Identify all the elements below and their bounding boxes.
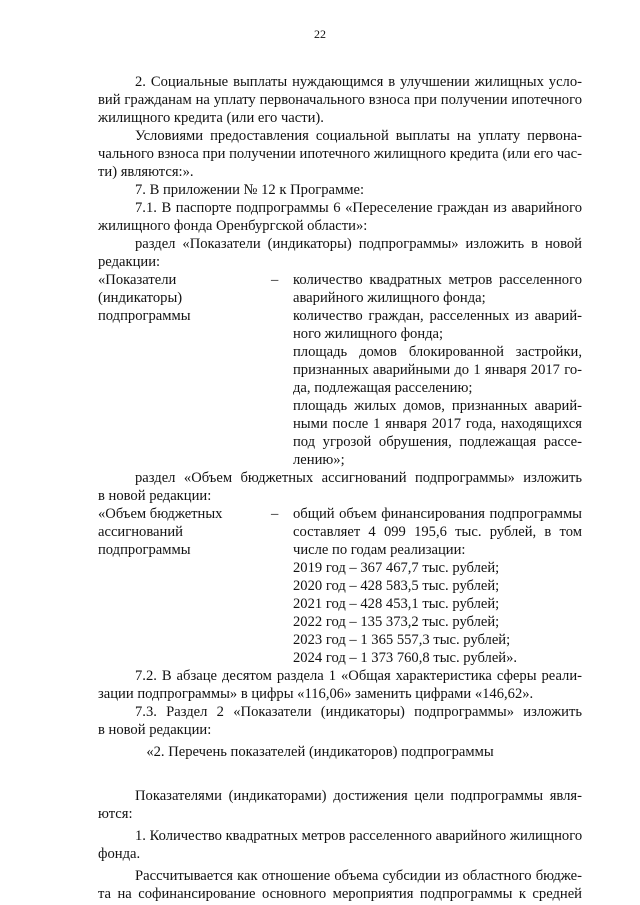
indicator-value: 2022 год – 135 373,2 тыс. рублей;: [293, 614, 500, 630]
text-line: раздел «Объем бюджетных ассигнований подпрограммы» изложить: [135, 470, 582, 486]
text-line: редакции:: [98, 254, 161, 270]
indicator-value: 2020 год – 428 583,5 тыс. рублей;: [293, 578, 500, 594]
text-line: Показателями (индикаторами) достижения цели подпрограммы явля-: [135, 788, 582, 804]
text-line: жилищного кредита (или его части).: [98, 110, 324, 126]
text-line: жилищного фонда Оренбургской области»:: [98, 218, 368, 234]
text-line: 7. В приложении № 12 к Программе:: [135, 182, 365, 198]
indicator-label: «Объем бюджетных: [98, 506, 223, 522]
indicator-value: 2021 год – 428 453,1 тыс. рублей;: [293, 596, 500, 612]
indicator-label: (индикаторы): [98, 290, 183, 306]
section-heading: «2. Перечень показателей (индикаторов) подпрограммы: [146, 744, 494, 760]
indicator-label: ассигнований: [98, 524, 183, 540]
indicator-value: 2023 год – 1 365 557,3 тыс. рублей;: [293, 632, 511, 648]
indicator-value: 2019 год – 367 467,7 тыс. рублей;: [293, 560, 500, 576]
text-line: вий гражданам на уплату первоначального взноса при получении ипотечного: [98, 92, 582, 108]
text-line: зации подпрограммы» в цифры «116,06» заменить цифрами «146,62».: [98, 686, 534, 702]
text-line: 2. Социальные выплаты нуждающимся в улучшении жилищных усло-: [135, 74, 582, 90]
text-line: 1. Количество квадратных метров расселенного аварийного жилищного: [135, 828, 583, 844]
dash-separator: –: [271, 506, 279, 522]
text-line: в новой редакции:: [98, 488, 212, 504]
indicator-value: числе по годам реализации:: [293, 542, 466, 558]
indicator-value: составляет 4 099 195,6 тыс. рублей, в том: [293, 524, 582, 540]
page-number: 22: [314, 27, 326, 41]
text-line: та на софинансирование основного мероприятия подпрограммы к средней: [98, 886, 582, 902]
indicator-value: аварийного жилищного фонда;: [293, 290, 486, 306]
indicator-value: ными после 1 января 2017 года, находящихся: [293, 416, 582, 432]
indicator-label: подпрограммы: [98, 308, 191, 324]
text-line: 7.2. В абзаце десятом раздела 1 «Общая характеристика сферы реали-: [135, 668, 582, 684]
text-line: чального взноса при получении ипотечного жилищного кредита (или его час-: [98, 146, 582, 162]
text-line: ются:: [98, 806, 133, 822]
indicator-value: да, подлежащая расселению;: [293, 380, 473, 396]
indicator-value: площадь домов блокированной застройки,: [293, 344, 582, 360]
indicator-label: подпрограммы: [98, 542, 191, 558]
dash-separator: –: [271, 272, 279, 288]
indicator-value: общий объем финансирования подпрограммы: [293, 506, 582, 522]
indicator-value: количество квадратных метров расселенного: [293, 272, 582, 288]
text-line: 7.1. В паспорте подпрограммы 6 «Переселение граждан из аварийного: [135, 200, 582, 216]
text-line: Условиями предоставления социальной выплаты на уплату первона-: [135, 128, 582, 144]
text-line: ти) являются:».: [98, 164, 194, 180]
indicator-value: ного жилищного фонда;: [293, 326, 444, 342]
text-line: фонда.: [98, 846, 141, 862]
text-line: в новой редакции:: [98, 722, 212, 738]
indicator-label: «Показатели: [98, 272, 177, 288]
text-line: 7.3. Раздел 2 «Показатели (индикаторы) подпрограммы» изложить: [135, 704, 582, 720]
indicator-value: признанных аварийными до 1 января 2017 го-: [293, 362, 582, 378]
text-line: раздел «Показатели (индикаторы) подпрограммы» изложить в новой: [135, 236, 582, 252]
indicator-value: под угрозой обрушения, подлежащая рассе-: [293, 434, 582, 450]
indicator-value: лению»;: [293, 452, 345, 468]
indicator-value: площадь жилых домов, признанных аварий-: [293, 398, 582, 414]
indicator-value: 2024 год – 1 373 760,8 тыс. рублей».: [293, 650, 518, 666]
text-line: Рассчитывается как отношение объема субсидии из областного бюдже-: [135, 868, 582, 884]
indicator-value: количество граждан, расселенных из аварий-: [293, 308, 582, 324]
